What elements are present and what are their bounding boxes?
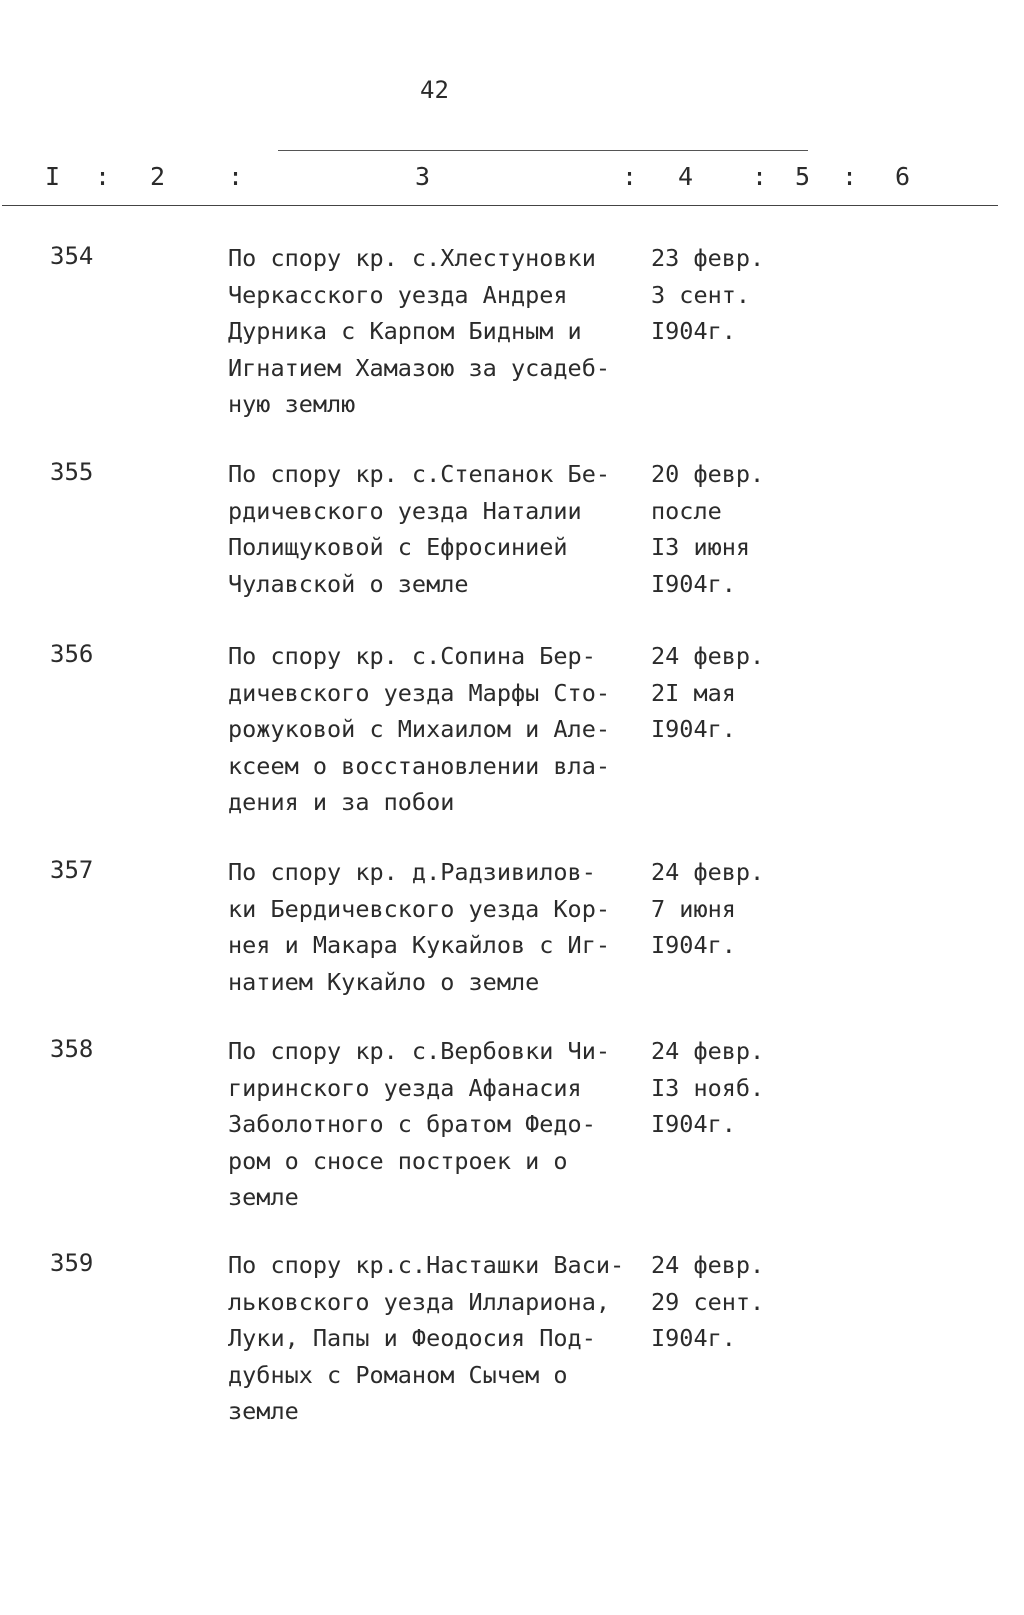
- text-line: Игнатием Хамазою за усадеб-: [228, 353, 611, 382]
- text-line: рдичевского уезда Наталии: [228, 496, 582, 525]
- col-head-2: 2: [150, 162, 166, 191]
- text-line: По спору кр. с.Вербовки Чи-: [228, 1037, 611, 1065]
- text-line: Полищуковой с Ефросинией: [228, 533, 568, 561]
- date-line: 24 февр.: [651, 1251, 765, 1279]
- col-head-sep: :: [95, 162, 111, 191]
- text-line: гиринского уезда Афанасия: [228, 1073, 582, 1102]
- col-head-sep: :: [752, 162, 768, 191]
- entry-description: [228, 240, 638, 423]
- entry-dates: [651, 240, 821, 350]
- page-number: 42: [420, 76, 449, 104]
- text-line: нея и Макара Кукайлов с Иг-: [228, 931, 611, 959]
- date-line: I904г.: [651, 1110, 736, 1138]
- text-line: земле: [228, 1397, 299, 1425]
- text-line: дения и за побои: [228, 788, 455, 816]
- col-head-5: 5: [795, 162, 811, 191]
- entry-dates: [651, 456, 821, 602]
- date-line: 7 июня: [651, 894, 736, 923]
- entry-description: [228, 456, 638, 602]
- date-line: 20 февр.: [651, 460, 765, 488]
- entry-number: 358: [50, 1035, 94, 1063]
- entry-description: [228, 638, 638, 821]
- date-line: после: [651, 496, 722, 525]
- col-head-4: 4: [678, 162, 694, 191]
- text-line: ки Бердичевского уезда Кор-: [228, 894, 611, 923]
- entry-number: 354: [50, 242, 94, 270]
- header-top-rule: [278, 150, 808, 151]
- text-line: Заболотного с братом Федо-: [228, 1110, 596, 1138]
- date-line: I904г.: [651, 569, 736, 598]
- header-bottom-rule: [2, 205, 998, 206]
- date-line: I3 нояб.: [651, 1073, 765, 1102]
- date-line: 2I мая: [651, 678, 736, 707]
- date-line: I904г.: [651, 1324, 736, 1352]
- entry-dates: [651, 638, 821, 748]
- date-line: I3 июня: [651, 533, 751, 561]
- text-line: ром о сносе построек и о: [228, 1146, 568, 1175]
- text-line: Дурника с Карпом Бидным и: [228, 317, 582, 345]
- entry-description: [228, 854, 638, 1000]
- text-line: натием Кукайло о земле: [228, 967, 540, 996]
- entry-description: [228, 1247, 638, 1430]
- text-line: Луки, Папы и Феодосия Под-: [228, 1324, 596, 1352]
- col-head-sep: :: [622, 162, 638, 191]
- date-line: 29 сент.: [651, 1287, 765, 1316]
- text-line: Чулавской о земле: [228, 569, 469, 598]
- col-head-1: I: [45, 162, 61, 191]
- date-line: 23 февр.: [651, 244, 765, 272]
- col-head-6: 6: [895, 162, 911, 191]
- entry-number: 357: [50, 856, 94, 884]
- entry-description: [228, 1033, 638, 1216]
- col-head-sep: :: [228, 162, 244, 191]
- text-line: дичевского уезда Марфы Сто-: [228, 678, 611, 707]
- col-head-3: 3: [415, 162, 431, 191]
- entry-number: 356: [50, 640, 94, 668]
- text-line: ную землю: [228, 390, 356, 418]
- text-line: По спору кр. с.Сопина Бер-: [228, 642, 596, 670]
- date-line: 24 февр.: [651, 1037, 765, 1065]
- text-line: ксеем о восстановлении вла-: [228, 751, 611, 780]
- text-line: дубных с Романом Сычем о: [228, 1360, 568, 1389]
- entry-dates: [651, 1033, 821, 1143]
- text-line: рожуковой с Михаилом и Але-: [228, 715, 611, 743]
- text-line: земле: [228, 1183, 299, 1211]
- date-line: I904г.: [651, 931, 736, 959]
- date-line: 24 февр.: [651, 642, 765, 670]
- entry-dates: [651, 854, 821, 964]
- text-line: По спору кр. с.Степанок Бе-: [228, 460, 611, 488]
- entry-number: 359: [50, 1249, 94, 1277]
- text-line: По спору кр. д.Радзивилов-: [228, 858, 596, 886]
- entry-dates: [651, 1247, 821, 1357]
- col-head-sep: :: [842, 162, 858, 191]
- text-line: По спору кр.с.Насташки Васи-: [228, 1251, 625, 1279]
- text-line: льковского уезда Иллариона,: [228, 1287, 611, 1316]
- date-line: I904г.: [651, 317, 736, 345]
- date-line: 3 сент.: [651, 280, 751, 309]
- date-line: 24 февр.: [651, 858, 765, 886]
- text-line: Черкасского уезда Андрея: [228, 280, 568, 309]
- text-line: По спору кр. с.Хлестуновки: [228, 244, 596, 272]
- entry-number: 355: [50, 458, 94, 486]
- date-line: I904г.: [651, 715, 736, 743]
